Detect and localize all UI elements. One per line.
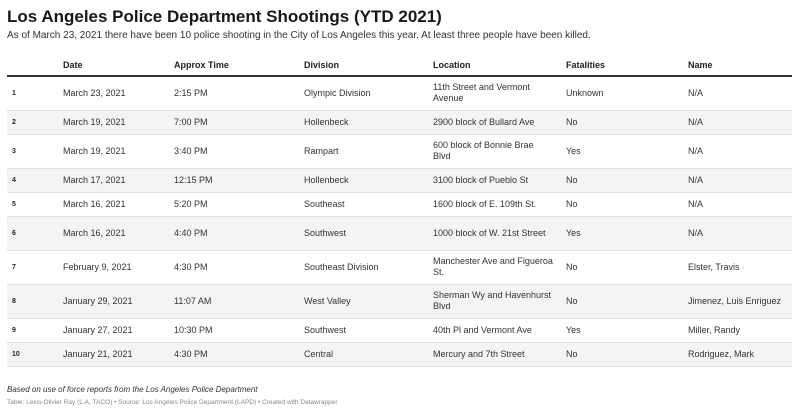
footnote: Based on use of force reports from the Los Angeles Police Department	[7, 385, 258, 394]
cell-location-text: 1600 block of E. 109th St.	[433, 198, 537, 209]
cell-time: 11:07 AM	[174, 284, 304, 318]
cell-fatalities: No	[566, 192, 688, 216]
cell-location	[433, 284, 566, 318]
cell-date: January 27, 2021	[63, 318, 174, 342]
cell-name: Miller, Randy	[688, 318, 792, 342]
table-row	[7, 110, 792, 134]
cell-fatalities: No	[566, 250, 688, 284]
row-number: 9	[7, 318, 63, 342]
cell-location-text: Mercury and 7th Street	[433, 348, 525, 359]
cell-location-text: 2900 block of Bullard Ave	[433, 116, 535, 127]
cell-time: 3:40 PM	[174, 134, 304, 168]
cell-name: Jimenez, Luis Enriguez	[688, 284, 792, 318]
cell-time: 4:30 PM	[174, 342, 304, 366]
row-number: 7	[7, 250, 63, 284]
shootings-table	[7, 54, 792, 367]
cell-fatalities: No	[566, 342, 688, 366]
cell-division: Olympic Division	[304, 76, 433, 110]
cell-name: N/A	[688, 192, 792, 216]
cell-fatalities: Yes	[566, 216, 688, 250]
cell-date: March 19, 2021	[63, 110, 174, 134]
column-header-location: Location	[433, 54, 566, 76]
column-header-name: Name	[688, 54, 792, 76]
cell-time: 5:20 PM	[174, 192, 304, 216]
cell-time: 2:15 PM	[174, 76, 304, 110]
cell-location	[433, 192, 566, 216]
table-row	[7, 318, 792, 342]
row-number: 4	[7, 168, 63, 192]
cell-division: Rampart	[304, 134, 433, 168]
source-credit: Table: Lexis-Olivier Ray (L.A. TACO) • Source: Los Angeles Police Department (LAPD) • Created with Datawrapper	[7, 399, 338, 406]
cell-date: March 17, 2021	[63, 168, 174, 192]
column-header-number	[7, 54, 63, 76]
cell-date: January 29, 2021	[63, 284, 174, 318]
table-row	[7, 216, 792, 250]
page-title: Los Angeles Police Department Shootings (YTD 2021)	[7, 7, 442, 26]
cell-fatalities: No	[566, 284, 688, 318]
cell-location-text: 11th Street and Vermont Avenue	[433, 82, 530, 104]
row-number: 6	[7, 216, 63, 250]
cell-name: N/A	[688, 216, 792, 250]
cell-division: Central	[304, 342, 433, 366]
table-header-row	[7, 54, 792, 76]
row-number: 1	[7, 76, 63, 110]
cell-fatalities: Yes	[566, 134, 688, 168]
cell-location	[433, 216, 566, 250]
cell-fatalities: Yes	[566, 318, 688, 342]
cell-division: Southeast Division	[304, 250, 433, 284]
row-number: 5	[7, 192, 63, 216]
cell-fatalities: No	[566, 110, 688, 134]
cell-name: N/A	[688, 76, 792, 110]
cell-division: Southwest	[304, 318, 433, 342]
row-number: 3	[7, 134, 63, 168]
cell-time: 10:30 PM	[174, 318, 304, 342]
cell-location-text: 1000 block of W. 21st Street	[433, 227, 546, 238]
table-row	[7, 250, 792, 284]
cell-date: March 19, 2021	[63, 134, 174, 168]
row-number: 8	[7, 284, 63, 318]
row-number: 10	[7, 342, 63, 366]
cell-division: Hollenbeck	[304, 168, 433, 192]
row-number: 2	[7, 110, 63, 134]
cell-location-text: Manchester Ave and Figueroa St.	[433, 256, 553, 277]
cell-location	[433, 250, 566, 284]
page-description: As of March 23, 2021 there have been 10 police shooting in the City of Los Angeles this year. At least three people have been killed.	[7, 30, 591, 41]
cell-location	[433, 76, 566, 110]
cell-date: January 21, 2021	[63, 342, 174, 366]
cell-name: N/A	[688, 134, 792, 168]
cell-name: N/A	[688, 168, 792, 192]
cell-division: Southwest	[304, 216, 433, 250]
column-header-date: Date	[63, 54, 174, 76]
cell-location	[433, 318, 566, 342]
cell-time: 4:30 PM	[174, 250, 304, 284]
table-row	[7, 342, 792, 366]
cell-location-text: 40th Pl and Vermont Ave	[433, 324, 532, 335]
cell-fatalities: Unknown	[566, 76, 688, 110]
column-header-time: Approx Time	[174, 54, 304, 76]
cell-location	[433, 134, 566, 168]
cell-time: 12:15 PM	[174, 168, 304, 192]
cell-location-text: 3100 block of Pueblo St	[433, 174, 529, 185]
cell-date: March 16, 2021	[63, 216, 174, 250]
column-header-fatalities: Fatalities	[566, 54, 688, 76]
table-row	[7, 134, 792, 168]
cell-division: West Valley	[304, 284, 433, 318]
cell-name: Rodriguez, Mark	[688, 342, 792, 366]
table-row	[7, 76, 792, 110]
cell-division: Hollenbeck	[304, 110, 433, 134]
cell-location	[433, 342, 566, 366]
cell-name: N/A	[688, 110, 792, 134]
cell-time: 4:40 PM	[174, 216, 304, 250]
cell-time: 7:00 PM	[174, 110, 304, 134]
cell-location-text: Sherman Wy and Havenhurst Blvd	[433, 290, 551, 311]
cell-date: March 16, 2021	[63, 192, 174, 216]
cell-location	[433, 168, 566, 192]
cell-division: Southeast	[304, 192, 433, 216]
table-row	[7, 284, 792, 318]
table-row	[7, 168, 792, 192]
cell-fatalities: No	[566, 168, 688, 192]
cell-location-text: 600 block of Bonnie Brae Blvd	[433, 140, 534, 161]
cell-date: March 23, 2021	[63, 76, 174, 110]
cell-location	[433, 110, 566, 134]
table-row	[7, 192, 792, 216]
cell-date: February 9, 2021	[63, 250, 174, 284]
cell-name: Elster, Travis	[688, 250, 792, 284]
column-header-division: Division	[304, 54, 433, 76]
